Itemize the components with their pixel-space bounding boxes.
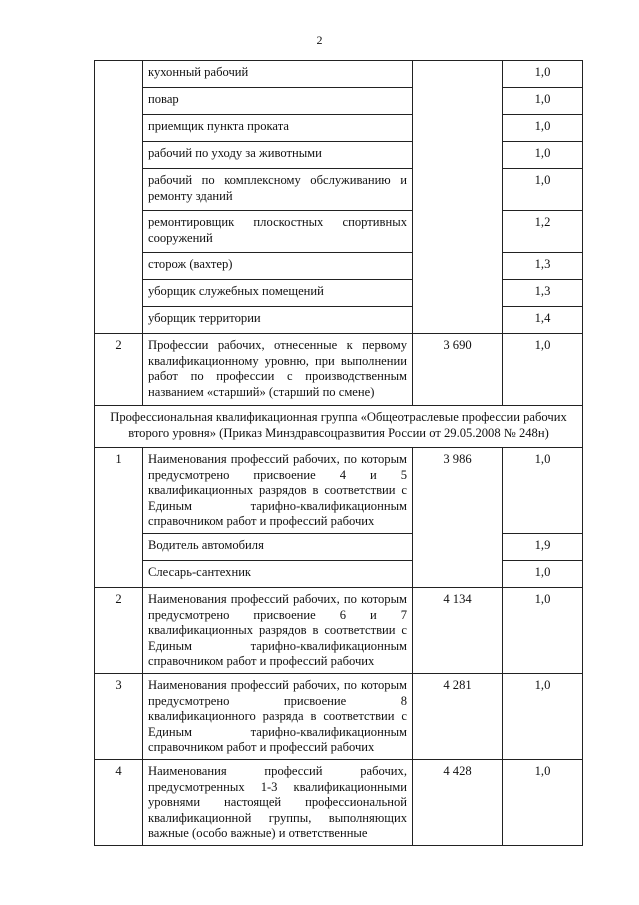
level-description: Наименования профессий рабочих, по которым предусмотрено присвоение 8 квалификационного разряда в соответствии с Единым тарифно-квалификационным справочником работ и профессий рабочих — [143, 673, 413, 759]
level-number-cell — [95, 61, 143, 334]
table-row — [95, 61, 583, 88]
level-number: 3 — [95, 673, 143, 759]
profession-name: Слесарь-сантехник — [143, 560, 413, 587]
base-salary: 3 986 — [413, 448, 503, 588]
level-number: 2 — [95, 587, 143, 673]
coefficient: 1,0 — [503, 169, 583, 211]
level-description: Наименования профессий рабочих, по которым предусмотрено присвоение 6 и 7 квалификационных разрядов в соответствии с Единым тарифно-квалификационным справочником работ и профессий рабочих — [143, 587, 413, 673]
group-heading-row — [95, 406, 583, 448]
coefficient: 1,0 — [503, 142, 583, 169]
base-salary: 4 134 — [413, 587, 503, 673]
coefficient: 1,0 — [503, 587, 583, 673]
profession-name: сторож (вахтер) — [143, 253, 413, 280]
table-row — [95, 88, 583, 115]
page-number: 2 — [316, 33, 323, 47]
coefficient: 1,0 — [503, 560, 583, 587]
table-row — [95, 142, 583, 169]
table-row — [95, 673, 583, 759]
profession-name: рабочий по уходу за животными — [143, 142, 413, 169]
coefficient: 1,3 — [503, 280, 583, 307]
table-row — [95, 280, 583, 307]
profession-name: уборщик территории — [143, 307, 413, 334]
coefficient: 1,0 — [503, 334, 583, 406]
table-row — [95, 560, 583, 587]
table-row — [95, 587, 583, 673]
group-heading: Профессиональная квалификационная группа «Общеотраслевые профессии рабочих второго уровня» (Приказ Минздравсоцразвития России от 29.05.2008 № 248н) — [95, 406, 583, 448]
base-salary: 4 281 — [413, 673, 503, 759]
profession-name: кухонный рабочий — [143, 61, 413, 88]
profession-name: рабочий по комплексному обслуживанию и ремонту зданий — [143, 169, 413, 211]
level-description: Наименования профессий рабочих, предусмотренных 1-3 квалификационными уровнями настоящей профессиональной квалификационной группы, выполняющих важные (особо важные) и ответственные — [143, 759, 413, 845]
table-row — [95, 759, 583, 845]
coefficient: 1,0 — [503, 673, 583, 759]
coefficient: 1,0 — [503, 759, 583, 845]
table-row — [95, 334, 583, 406]
salary-cell — [413, 61, 503, 334]
profession-name: Водитель автомобиля — [143, 533, 413, 560]
profession-name: ремонтировщик плоскостных спортивных сооружений — [143, 211, 413, 253]
profession-name: повар — [143, 88, 413, 115]
table-row — [95, 169, 583, 211]
table-row — [95, 211, 583, 253]
profession-name: уборщик служебных помещений — [143, 280, 413, 307]
level-description: Наименования профессий рабочих, по которым предусмотрено присвоение 4 и 5 квалификационных разрядов в соответствии с Единым тарифно-квалификационным справочником работ и профессий рабочих — [143, 448, 413, 534]
coefficient: 1,4 — [503, 307, 583, 334]
coefficient: 1,0 — [503, 88, 583, 115]
level-number: 1 — [95, 448, 143, 588]
coefficient: 1,0 — [503, 115, 583, 142]
base-salary: 3 690 — [413, 334, 503, 406]
coefficient: 1,2 — [503, 211, 583, 253]
table-row — [95, 115, 583, 142]
salary-table — [94, 60, 583, 846]
profession-name: приемщик пункта проката — [143, 115, 413, 142]
coefficient: 1,0 — [503, 61, 583, 88]
level-description: Профессии рабочих, отнесенные к первому квалификационному уровню, при выполнении работ по профессии с производственным названием «старший» (старший по смене) — [143, 334, 413, 406]
coefficient: 1,9 — [503, 533, 583, 560]
table-row — [95, 307, 583, 334]
coefficient: 1,3 — [503, 253, 583, 280]
level-number: 4 — [95, 759, 143, 845]
table-row — [95, 253, 583, 280]
table-row — [95, 448, 583, 534]
coefficient: 1,0 — [503, 448, 583, 534]
table-row — [95, 533, 583, 560]
level-number: 2 — [95, 334, 143, 406]
base-salary: 4 428 — [413, 759, 503, 845]
